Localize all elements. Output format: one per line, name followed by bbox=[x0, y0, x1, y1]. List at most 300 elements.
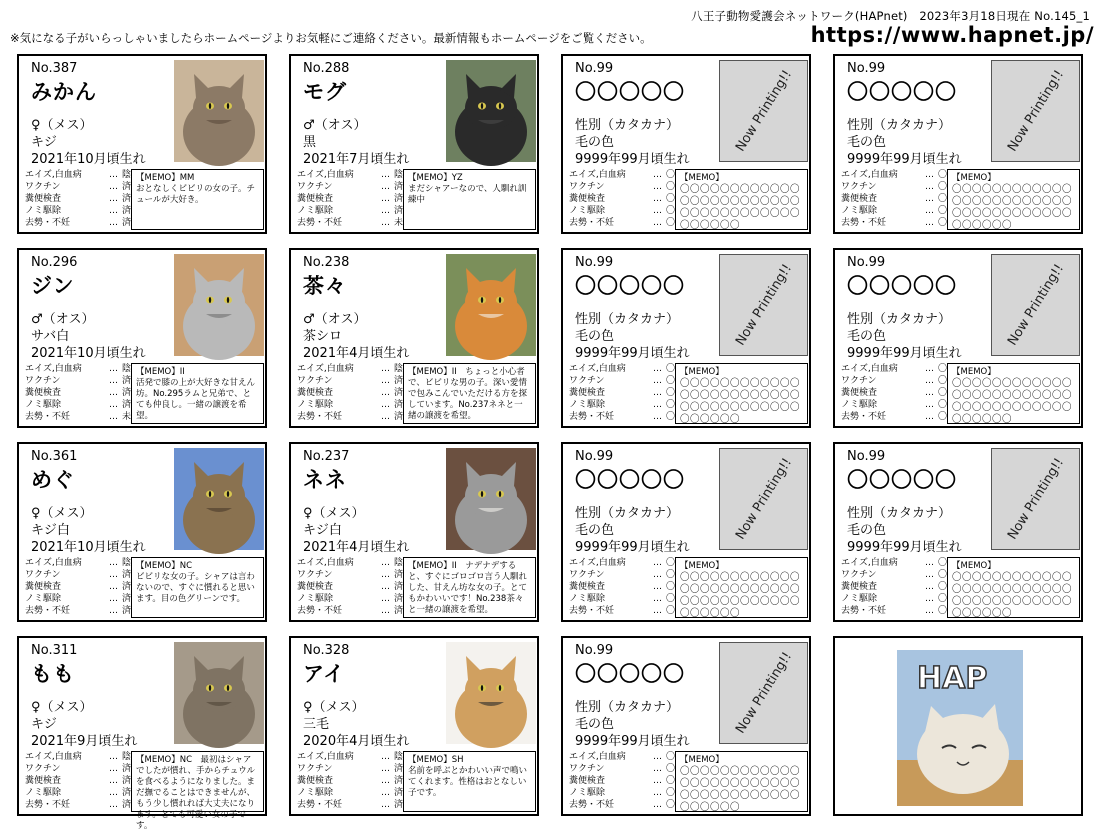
check-leader: … bbox=[109, 170, 118, 180]
check-label: エイズ,白血病 bbox=[841, 558, 898, 568]
memo-box bbox=[947, 557, 1080, 618]
health-check-row bbox=[569, 411, 675, 423]
check-value: 済 bbox=[122, 376, 132, 386]
cat-number: No.361 bbox=[31, 449, 78, 464]
check-value: 済 bbox=[394, 582, 404, 592]
health-checks bbox=[297, 363, 403, 423]
check-value: 済 bbox=[394, 764, 404, 774]
cat-color: 毛の色 bbox=[847, 329, 887, 344]
health-check-row bbox=[297, 375, 403, 387]
health-check-row bbox=[297, 605, 403, 617]
health-check-row bbox=[25, 181, 131, 193]
check-leader: … bbox=[381, 206, 390, 216]
check-label: 去勢・不妊 bbox=[297, 800, 343, 810]
health-check-row bbox=[297, 411, 403, 423]
check-label: エイズ,白血病 bbox=[25, 364, 82, 374]
cat-sex: ♂（オス） bbox=[303, 118, 367, 133]
health-checks bbox=[25, 751, 131, 811]
check-value: 済 bbox=[394, 570, 404, 580]
check-leader: … bbox=[109, 206, 118, 216]
header-note: ※気になる子がいらっしゃいましたらホームページよりお気軽にご連絡ください。最新情報もホームページをご覧ください。 bbox=[10, 31, 652, 45]
cat-number: No.238 bbox=[303, 255, 350, 270]
check-value: 〇 bbox=[666, 594, 676, 604]
check-leader: … bbox=[381, 170, 390, 180]
check-label: ノミ駆除 bbox=[297, 400, 334, 410]
cat-sex: 性別（カタカナ） bbox=[575, 118, 680, 133]
health-check-row bbox=[841, 193, 947, 205]
memo-box bbox=[675, 169, 808, 230]
health-check-row bbox=[841, 605, 947, 617]
cat-color: 茶シロ bbox=[303, 329, 343, 344]
check-label: エイズ,白血病 bbox=[297, 364, 354, 374]
now-printing-text: Now Printing!! bbox=[1004, 261, 1067, 349]
health-check-row bbox=[25, 375, 131, 387]
check-label: エイズ,白血病 bbox=[297, 752, 354, 762]
check-leader: … bbox=[653, 206, 662, 216]
check-label: エイズ,白血病 bbox=[841, 170, 898, 180]
photo-placeholder bbox=[719, 642, 808, 744]
check-leader: … bbox=[109, 182, 118, 192]
cat-number: No.311 bbox=[31, 643, 78, 658]
health-check-row bbox=[297, 205, 403, 217]
check-label: エイズ,白血病 bbox=[297, 558, 354, 568]
cat-number: No.99 bbox=[575, 449, 614, 464]
check-leader: … bbox=[381, 776, 390, 786]
hap-logo bbox=[897, 650, 1023, 806]
cat-sex: 性別（カタカナ） bbox=[575, 506, 680, 521]
health-check-row bbox=[25, 593, 131, 605]
cat-birth: 2021年9月頃生れ bbox=[31, 734, 138, 749]
photo-placeholder bbox=[991, 254, 1080, 356]
check-value: 〇 bbox=[938, 400, 948, 410]
check-value: 〇 bbox=[666, 412, 676, 422]
cat-sex: ♀（メス） bbox=[303, 506, 365, 521]
cat-color: 毛の色 bbox=[575, 717, 615, 732]
memo-text: 【MEMO】MM おとなしくビビリの女の子。チュールが大好き。 bbox=[136, 173, 256, 205]
check-leader: … bbox=[109, 412, 118, 422]
cat-name: 〇〇〇〇〇 bbox=[847, 80, 957, 104]
check-value: 済 bbox=[394, 606, 404, 616]
check-label: ノミ駆除 bbox=[569, 594, 606, 604]
cat-name: 〇〇〇〇〇 bbox=[575, 274, 685, 298]
check-label: ワクチン bbox=[25, 570, 61, 580]
memo-box bbox=[131, 751, 264, 831]
check-label: 糞便検査 bbox=[297, 194, 334, 204]
check-leader: … bbox=[109, 218, 118, 228]
memo-placeholder-circles: 〇〇〇〇〇〇〇〇〇〇〇〇〇〇〇〇〇〇〇〇〇〇〇〇〇〇〇〇〇〇〇〇〇〇〇〇〇〇〇〇〇〇 bbox=[952, 378, 1073, 425]
cat-number: No.99 bbox=[575, 255, 614, 270]
cat-color: キジ白 bbox=[31, 523, 70, 538]
check-label: 糞便検査 bbox=[569, 194, 606, 204]
check-label: ノミ駆除 bbox=[25, 206, 62, 216]
health-check-row bbox=[569, 205, 675, 217]
check-label: 糞便検査 bbox=[569, 582, 606, 592]
health-check-row bbox=[297, 775, 403, 787]
cat-card bbox=[17, 636, 267, 831]
check-leader: … bbox=[109, 388, 118, 398]
website-link[interactable]: https://www.hapnet.jp/ bbox=[810, 23, 1094, 47]
cat-color: 毛の色 bbox=[847, 135, 887, 150]
check-value: 〇 bbox=[938, 218, 948, 228]
health-check-row bbox=[841, 363, 947, 375]
memo-box bbox=[403, 557, 536, 618]
check-value: 陰 bbox=[122, 170, 132, 180]
check-leader: … bbox=[653, 570, 662, 580]
cat-number: No.99 bbox=[847, 61, 886, 76]
check-leader: … bbox=[653, 388, 662, 398]
check-leader: … bbox=[381, 412, 390, 422]
cat-name: 〇〇〇〇〇 bbox=[575, 468, 685, 492]
health-check-row bbox=[569, 581, 675, 593]
check-label: ノミ駆除 bbox=[569, 206, 606, 216]
health-check-row bbox=[25, 193, 131, 205]
check-leader: … bbox=[653, 776, 662, 786]
health-check-row bbox=[841, 205, 947, 217]
health-check-row bbox=[297, 399, 403, 411]
now-printing-text: Now Printing!! bbox=[732, 649, 795, 737]
health-check-row bbox=[297, 181, 403, 193]
cat-birth: 2021年4月頃生れ bbox=[303, 346, 410, 361]
check-leader: … bbox=[925, 376, 934, 386]
check-value: 〇 bbox=[938, 388, 948, 398]
check-leader: … bbox=[925, 182, 934, 192]
health-check-row bbox=[841, 557, 947, 569]
memo-box bbox=[131, 557, 264, 618]
cat-number: No.99 bbox=[575, 61, 614, 76]
check-label: エイズ,白血病 bbox=[569, 558, 626, 568]
check-leader: … bbox=[109, 776, 118, 786]
check-leader: … bbox=[925, 558, 934, 568]
check-label: ワクチン bbox=[841, 570, 877, 580]
check-label: ノミ駆除 bbox=[569, 400, 606, 410]
photo-placeholder bbox=[719, 254, 808, 356]
logo-text: HAP bbox=[917, 661, 988, 696]
health-check-row bbox=[25, 399, 131, 411]
check-value: 済 bbox=[122, 606, 132, 616]
check-value: 済 bbox=[122, 800, 132, 810]
cat-card bbox=[561, 636, 811, 816]
check-leader: … bbox=[109, 800, 118, 810]
health-check-row bbox=[25, 217, 131, 229]
check-leader: … bbox=[653, 594, 662, 604]
health-check-row bbox=[25, 363, 131, 375]
check-leader: … bbox=[381, 570, 390, 580]
check-label: エイズ,白血病 bbox=[297, 170, 354, 180]
check-label: 糞便検査 bbox=[841, 388, 878, 398]
cat-birth: 9999年99月頃生れ bbox=[847, 346, 962, 361]
memo-box bbox=[675, 363, 808, 424]
cat-sex: 性別（カタカナ） bbox=[847, 312, 952, 327]
health-check-row bbox=[569, 787, 675, 799]
memo-box bbox=[131, 169, 264, 230]
check-value: 済 bbox=[394, 388, 404, 398]
photo-placeholder bbox=[719, 448, 808, 550]
cat-card bbox=[561, 54, 811, 234]
cat-birth: 9999年99月頃生れ bbox=[575, 734, 690, 749]
check-value: 〇 bbox=[938, 364, 948, 374]
check-value: 済 bbox=[394, 194, 404, 204]
check-leader: … bbox=[925, 400, 934, 410]
check-label: 糞便検査 bbox=[25, 582, 62, 592]
health-checks bbox=[569, 751, 675, 811]
check-label: エイズ,白血病 bbox=[569, 752, 626, 762]
health-check-row bbox=[841, 569, 947, 581]
check-value: 済 bbox=[122, 594, 132, 604]
check-leader: … bbox=[381, 558, 390, 568]
health-checks bbox=[297, 557, 403, 617]
cat-number: No.387 bbox=[31, 61, 78, 76]
check-value: 〇 bbox=[666, 800, 676, 810]
cat-card bbox=[561, 442, 811, 622]
check-label: 去勢・不妊 bbox=[841, 606, 887, 616]
cat-color: 毛の色 bbox=[575, 523, 615, 538]
cat-color: キジ bbox=[31, 135, 57, 150]
check-value: 済 bbox=[122, 206, 132, 216]
cat-birth: 2021年10月頃生れ bbox=[31, 152, 146, 167]
memo-text: 【MEMO】 bbox=[952, 173, 996, 183]
check-label: 糞便検査 bbox=[297, 582, 334, 592]
check-leader: … bbox=[109, 194, 118, 204]
cat-name: ネネ bbox=[303, 468, 347, 492]
cat-name: モグ bbox=[303, 80, 347, 104]
health-check-row bbox=[25, 581, 131, 593]
check-value: 陰 bbox=[122, 752, 132, 762]
check-leader: … bbox=[653, 182, 662, 192]
check-label: ノミ駆除 bbox=[297, 594, 334, 604]
cat-color: 毛の色 bbox=[575, 329, 615, 344]
check-value: 〇 bbox=[666, 788, 676, 798]
check-value: 陰 bbox=[394, 752, 404, 762]
check-leader: … bbox=[653, 800, 662, 810]
cat-photo bbox=[446, 448, 536, 550]
memo-text: 【MEMO】NC 最初はシャアでしたが慣れ、手からチュウルを食べるようになりました。まだ撫でることはできませんが、もう少し慣れれば大丈夫になります。とても可愛い女の子です。 bbox=[136, 755, 256, 831]
cat-birth: 2021年10月頃生れ bbox=[31, 540, 146, 555]
cat-number: No.296 bbox=[31, 255, 78, 270]
health-check-row bbox=[569, 593, 675, 605]
health-check-row bbox=[25, 557, 131, 569]
check-value: 〇 bbox=[938, 412, 948, 422]
check-label: 去勢・不妊 bbox=[841, 218, 887, 228]
check-value: 済 bbox=[394, 412, 404, 422]
health-checks bbox=[841, 363, 947, 423]
check-value: 〇 bbox=[938, 206, 948, 216]
check-leader: … bbox=[925, 594, 934, 604]
cat-photo bbox=[446, 60, 536, 162]
check-leader: … bbox=[653, 170, 662, 180]
cat-sex: ♂（オス） bbox=[303, 312, 367, 327]
check-leader: … bbox=[925, 170, 934, 180]
check-value: 済 bbox=[394, 182, 404, 192]
check-leader: … bbox=[109, 606, 118, 616]
check-value: 済 bbox=[122, 776, 132, 786]
check-leader: … bbox=[381, 388, 390, 398]
now-printing-text: Now Printing!! bbox=[1004, 455, 1067, 543]
check-value: 〇 bbox=[666, 218, 676, 228]
cat-sex: 性別（カタカナ） bbox=[847, 506, 952, 521]
cat-name: 〇〇〇〇〇 bbox=[847, 274, 957, 298]
check-label: 去勢・不妊 bbox=[569, 606, 615, 616]
check-value: 済 bbox=[394, 206, 404, 216]
check-leader: … bbox=[381, 400, 390, 410]
check-leader: … bbox=[653, 376, 662, 386]
health-checks bbox=[569, 363, 675, 423]
memo-text: 【MEMO】 bbox=[952, 561, 996, 571]
cat-birth: 9999年99月頃生れ bbox=[575, 152, 690, 167]
memo-text: 【MEMO】 bbox=[680, 755, 724, 765]
check-label: 糞便検査 bbox=[25, 388, 62, 398]
check-leader: … bbox=[109, 570, 118, 580]
memo-text: 【MEMO】SH 名前を呼ぶとかわいい声で鳴いてくれます。性格はおとなしい子です。 bbox=[408, 755, 528, 798]
cat-sex: ♀（メス） bbox=[31, 506, 93, 521]
check-label: ワクチン bbox=[569, 570, 605, 580]
check-value: 済 bbox=[122, 194, 132, 204]
cat-card bbox=[17, 442, 267, 622]
check-leader: … bbox=[653, 412, 662, 422]
check-label: 糞便検査 bbox=[297, 776, 334, 786]
health-check-row bbox=[297, 751, 403, 763]
check-leader: … bbox=[925, 606, 934, 616]
check-leader: … bbox=[381, 182, 390, 192]
health-checks bbox=[297, 751, 403, 811]
cat-number: No.328 bbox=[303, 643, 350, 658]
cat-sex: ♀（メス） bbox=[31, 700, 93, 715]
health-check-row bbox=[297, 763, 403, 775]
photo-placeholder bbox=[719, 60, 808, 162]
check-leader: … bbox=[381, 376, 390, 386]
health-check-row bbox=[297, 193, 403, 205]
cat-photo bbox=[446, 254, 536, 356]
check-leader: … bbox=[653, 194, 662, 204]
check-value: 〇 bbox=[666, 376, 676, 386]
health-check-row bbox=[25, 775, 131, 787]
memo-text: 【MEMO】NC ビビリな女の子。シャアは言わないので、すぐに慣れると思います。目の色グリーンです。 bbox=[136, 561, 255, 604]
memo-box bbox=[403, 751, 536, 812]
check-leader: … bbox=[381, 788, 390, 798]
health-check-row bbox=[297, 581, 403, 593]
check-label: ワクチン bbox=[25, 764, 61, 774]
check-value: 〇 bbox=[938, 582, 948, 592]
health-checks bbox=[841, 169, 947, 229]
check-label: ノミ駆除 bbox=[25, 400, 62, 410]
header-org: 八王子動物愛護会ネットワーク(HAPnet) 2023年3月18日現在 No.145_1 bbox=[691, 9, 1090, 23]
memo-box bbox=[403, 363, 536, 424]
check-value: 〇 bbox=[666, 194, 676, 204]
cat-number: No.237 bbox=[303, 449, 350, 464]
check-label: ワクチン bbox=[569, 764, 605, 774]
memo-box bbox=[947, 169, 1080, 230]
check-label: 去勢・不妊 bbox=[569, 412, 615, 422]
check-value: 〇 bbox=[666, 776, 676, 786]
memo-placeholder-circles: 〇〇〇〇〇〇〇〇〇〇〇〇〇〇〇〇〇〇〇〇〇〇〇〇〇〇〇〇〇〇〇〇〇〇〇〇〇〇〇〇〇〇 bbox=[680, 184, 801, 231]
memo-text: 【MEMO】 bbox=[952, 367, 996, 377]
check-leader: … bbox=[925, 206, 934, 216]
cat-color: 毛の色 bbox=[575, 135, 615, 150]
check-label: ワクチン bbox=[297, 182, 333, 192]
check-leader: … bbox=[925, 570, 934, 580]
health-check-row bbox=[569, 569, 675, 581]
check-value: 陰 bbox=[122, 558, 132, 568]
check-value: 〇 bbox=[938, 606, 948, 616]
check-value: 陰 bbox=[122, 364, 132, 374]
check-value: 済 bbox=[394, 400, 404, 410]
check-label: ノミ駆除 bbox=[297, 206, 334, 216]
cat-color: 毛の色 bbox=[847, 523, 887, 538]
health-check-row bbox=[569, 399, 675, 411]
cat-sex: ♀（メス） bbox=[303, 700, 365, 715]
check-leader: … bbox=[653, 788, 662, 798]
check-label: 糞便検査 bbox=[841, 194, 878, 204]
cat-color: キジ bbox=[31, 717, 57, 732]
memo-box bbox=[675, 557, 808, 618]
check-value: 未 bbox=[394, 218, 404, 228]
check-leader: … bbox=[653, 752, 662, 762]
now-printing-text: Now Printing!! bbox=[732, 261, 795, 349]
check-leader: … bbox=[109, 752, 118, 762]
memo-text: 【MEMO】II ちょっと小心者で、ビビリな男の子。深い愛情で包みこんでいただける方を探しています。No.237ネネと一緒の譲渡を希望。 bbox=[408, 367, 528, 421]
cat-color: 三毛 bbox=[303, 717, 330, 732]
cat-photo bbox=[174, 448, 264, 550]
check-leader: … bbox=[381, 582, 390, 592]
photo-placeholder bbox=[991, 448, 1080, 550]
check-leader: … bbox=[109, 558, 118, 568]
health-check-row bbox=[297, 557, 403, 569]
check-leader: … bbox=[653, 400, 662, 410]
check-leader: … bbox=[653, 364, 662, 374]
check-label: ノミ駆除 bbox=[25, 788, 62, 798]
check-label: ノミ駆除 bbox=[841, 400, 878, 410]
cat-color: サバ白 bbox=[31, 329, 70, 344]
health-check-row bbox=[569, 751, 675, 763]
check-value: 〇 bbox=[938, 170, 948, 180]
check-label: 糞便検査 bbox=[25, 194, 62, 204]
check-value: 済 bbox=[122, 400, 132, 410]
cat-card bbox=[833, 54, 1083, 234]
health-check-row bbox=[569, 193, 675, 205]
check-value: 済 bbox=[122, 218, 132, 228]
check-value: 陰 bbox=[394, 558, 404, 568]
health-check-row bbox=[25, 569, 131, 581]
check-value: 済 bbox=[394, 800, 404, 810]
check-label: エイズ,白血病 bbox=[569, 364, 626, 374]
health-check-row bbox=[569, 387, 675, 399]
cat-name: めぐ bbox=[31, 468, 75, 492]
cat-card bbox=[289, 54, 539, 234]
check-label: エイズ,白血病 bbox=[569, 170, 626, 180]
cat-number: No.99 bbox=[847, 255, 886, 270]
health-check-row bbox=[841, 399, 947, 411]
check-leader: … bbox=[653, 218, 662, 228]
cat-photo bbox=[174, 254, 264, 356]
check-label: 去勢・不妊 bbox=[25, 218, 71, 228]
check-value: 未 bbox=[122, 412, 132, 422]
cat-name: 〇〇〇〇〇 bbox=[575, 662, 685, 686]
health-check-row bbox=[25, 169, 131, 181]
check-value: 済 bbox=[122, 764, 132, 774]
check-label: ワクチン bbox=[25, 182, 61, 192]
check-label: 糞便検査 bbox=[25, 776, 62, 786]
health-check-row bbox=[297, 569, 403, 581]
cat-sex: ♂（オス） bbox=[31, 312, 95, 327]
check-label: ノミ駆除 bbox=[569, 788, 606, 798]
check-leader: … bbox=[653, 582, 662, 592]
check-label: 糞便検査 bbox=[297, 388, 334, 398]
check-value: 済 bbox=[394, 788, 404, 798]
check-leader: … bbox=[109, 364, 118, 374]
check-label: 糞便検査 bbox=[569, 776, 606, 786]
memo-text: 【MEMO】II 活発で膝の上が大好きな甘えん坊。No.295ラムと兄弟で、とても仲良し。一緒の譲渡を希望。 bbox=[136, 367, 256, 421]
health-check-row bbox=[569, 363, 675, 375]
health-check-row bbox=[841, 387, 947, 399]
